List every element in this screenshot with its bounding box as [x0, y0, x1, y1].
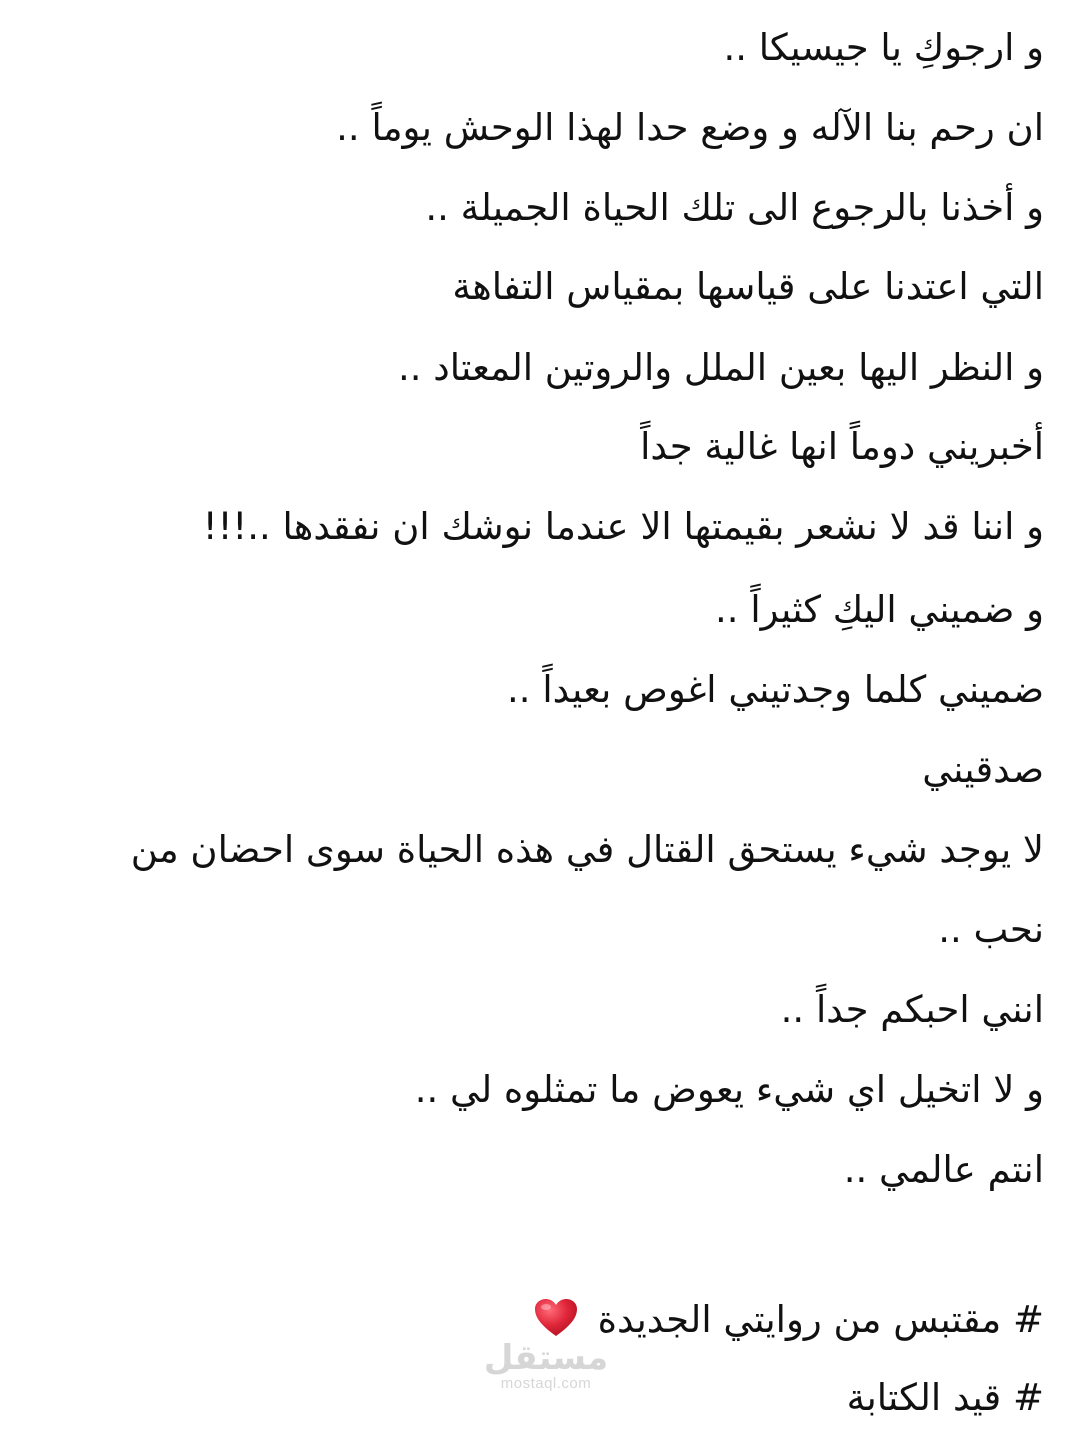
text-line-2: ان رحم بنا الآله و وضع حدا لهذا الوحش يوماً ..	[336, 106, 1044, 149]
text-line-12: نحب ..	[938, 908, 1044, 951]
text-line-3: و أخذنا بالرجوع الى تلك الحياة الجميلة ..	[425, 186, 1044, 229]
red-heart-icon	[534, 1298, 578, 1338]
hashtag-novel-text: # مقتبس من روايتي الجديدة	[597, 1298, 1044, 1341]
text-line-10: صدقيني	[922, 748, 1044, 791]
watermark-url: mostaql.com	[500, 1375, 592, 1392]
text-line-6: أخبريني دوماً انها غالية جداً	[640, 425, 1044, 468]
hashtag-line-writing: # قيد الكتابة	[846, 1376, 1044, 1419]
text-line-5: و النظر اليها بعين الملل والروتين المعتاد ..	[398, 346, 1044, 389]
text-line-4: التي اعتدنا على قياسها بمقياس التفاهة	[452, 265, 1044, 308]
watermark-logo: مستقل	[483, 1338, 609, 1378]
text-line-15: انتم عالمي ..	[843, 1148, 1044, 1191]
text-line-11: لا يوجد شيء يستحق القتال في هذه الحياة سوى احضان من	[130, 828, 1044, 871]
text-line-13: انني احبكم جداً ..	[780, 988, 1044, 1031]
text-line-1: و ارجوكِ يا جيسيكا ..	[723, 26, 1044, 69]
text-line-7: و اننا قد لا نشعر بقيمتها الا عندما نوشك ان نفقدها ..!!!	[202, 505, 1044, 548]
text-line-14: و لا اتخيل اي شيء يعوض ما تمثلوه لي ..	[414, 1068, 1044, 1111]
mostaql-watermark	[478, 1340, 614, 1392]
hashtag-line-novel	[64, 1296, 1044, 1344]
text-line-9: ضميني كلما وجدتيني اغوص بعيداً ..	[507, 668, 1044, 711]
text-line-8: و ضميني اليكِ كثيراً ..	[715, 588, 1044, 631]
